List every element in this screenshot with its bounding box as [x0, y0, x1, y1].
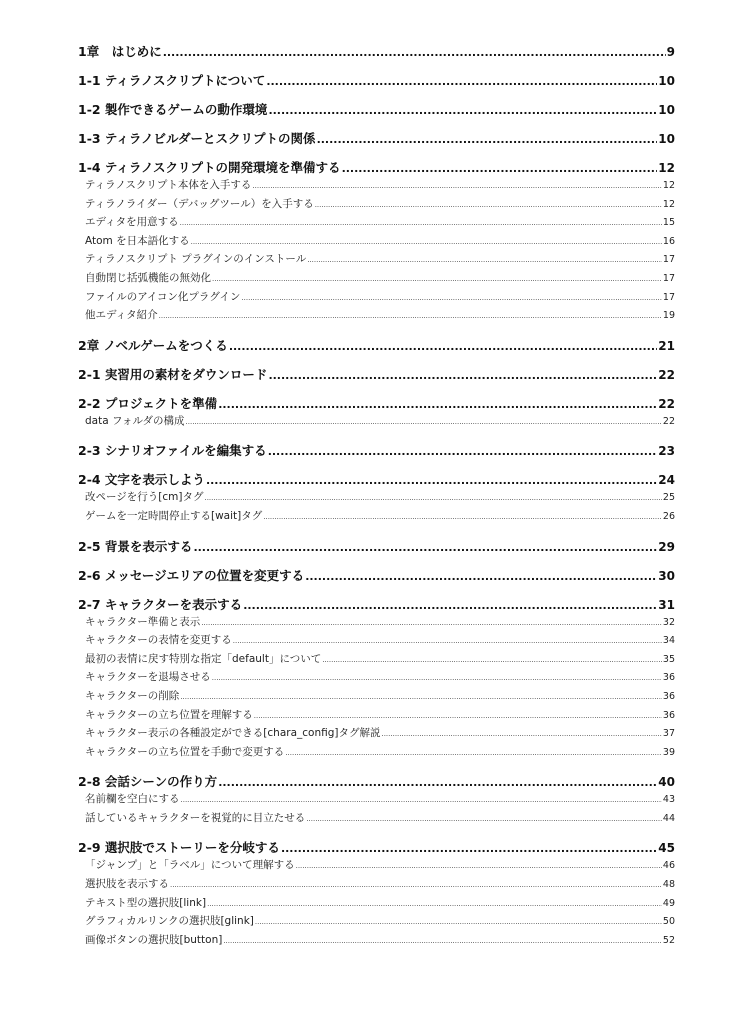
toc-heading-entry[interactable] [78, 160, 675, 176]
toc-subentry[interactable] [78, 894, 675, 913]
toc-section [78, 539, 675, 555]
toc-heading-title: 1章 はじめに [78, 44, 162, 59]
toc-subentry-title: Atom を日本語化する [85, 234, 190, 247]
toc-subentry[interactable] [78, 232, 675, 251]
dot-leader [296, 857, 662, 876]
dot-leader [268, 103, 657, 119]
toc-page-number: 17 [662, 272, 675, 284]
toc-page-number: 24 [658, 473, 675, 488]
toc-subentry[interactable] [78, 724, 675, 743]
dot-leader [233, 632, 662, 651]
toc-page-number: 22 [662, 415, 675, 427]
toc-page-number: 26 [662, 510, 675, 522]
toc-subentry-title: キャラクターの削除 [85, 689, 180, 702]
toc-subentry-title: ティラノスクリプト本体を入手する [85, 179, 252, 191]
toc-page-number: 21 [658, 338, 675, 353]
toc-page-number: 10 [658, 103, 675, 117]
dot-leader [212, 669, 662, 688]
toc-subentry-title: 改ページを行う[cm]タグ [85, 491, 204, 504]
toc-page-number: 34 [662, 635, 675, 647]
toc-page-number: 36 [662, 709, 675, 721]
toc-subentry[interactable] [78, 931, 675, 950]
dot-leader [263, 508, 662, 527]
dot-leader [255, 913, 662, 932]
toc-page-number: 50 [662, 916, 675, 928]
toc-subentry-title: キャラクター準備と表示 [85, 615, 201, 628]
toc-heading-entry[interactable] [78, 539, 675, 555]
toc-subentry-title: ティラノライダー（デバッグツール）を入手する [85, 197, 314, 210]
toc-heading-title: 1-4 ティラノスクリプトの開発環境を準備する [78, 160, 341, 175]
toc-subentry-title: 自動閉じ括弧機能の無効化 [85, 271, 211, 284]
toc-heading-entry[interactable] [78, 568, 675, 584]
toc-heading-title: 2-3 シナリオファイルを編集する [78, 443, 267, 459]
toc-subentry[interactable] [78, 250, 675, 269]
dot-leader [206, 473, 657, 489]
toc-subentry-title: 名前欄を空白にする [85, 793, 180, 806]
toc-subentry[interactable] [78, 790, 675, 809]
toc-subentry[interactable] [78, 706, 675, 725]
toc-subentry[interactable] [78, 875, 675, 894]
toc-page-number: 30 [658, 568, 675, 583]
dot-leader [218, 397, 657, 413]
toc-subentry-title: ゲームを一定時間停止する[wait]タグ [85, 509, 263, 522]
toc-page-number: 45 [658, 841, 675, 856]
dot-leader [170, 876, 662, 895]
toc-subentry-title: 「ジャンプ」と「ラベル」について理解する [85, 859, 295, 872]
toc-heading-title: 1-1 ティラノスクリプトについて [78, 73, 266, 88]
toc-page-number: 10 [658, 132, 675, 146]
dot-leader [180, 214, 662, 233]
toc-subentry-title: キャラクターの立ち位置を理解する [85, 708, 253, 721]
dot-leader [306, 810, 662, 829]
toc-subentry-title: テキスト型の選択肢[link] [85, 896, 207, 909]
toc-subentry-title: エディタを用意する [85, 216, 179, 229]
toc-subentry[interactable] [78, 856, 675, 875]
toc-subentry[interactable] [78, 412, 675, 431]
toc-subentry[interactable] [78, 306, 675, 325]
toc-section [78, 102, 675, 118]
toc-page-number: 22 [658, 396, 675, 411]
dot-leader [315, 196, 662, 215]
toc-subentry[interactable] [78, 488, 675, 507]
toc-page-number: 44 [662, 812, 675, 824]
toc-subentry[interactable] [78, 668, 675, 687]
toc-heading-title: 2-9 選択肢でストーリーを分岐する [78, 840, 280, 856]
toc-subentry[interactable] [78, 195, 675, 214]
toc-subentry[interactable] [78, 687, 675, 706]
toc-subentry-title: キャラクターを退場させる [85, 671, 211, 684]
toc-heading-entry[interactable] [78, 73, 675, 89]
toc-page-number: 12 [658, 161, 675, 175]
dot-leader [163, 45, 666, 61]
toc-heading-entry[interactable] [78, 131, 675, 147]
dot-leader [268, 444, 658, 460]
dot-leader [241, 289, 662, 308]
table-of-contents [78, 44, 675, 949]
toc-subentry[interactable] [78, 912, 675, 931]
dot-leader [181, 791, 662, 810]
toc-subentry-title: キャラクター表示の各種設定ができる[chara_config]タグ解説 [85, 727, 381, 740]
toc-subentry[interactable] [78, 176, 675, 195]
toc-subentry-title: 他エディタ紹介 [85, 309, 158, 322]
toc-heading-title: 2-2 プロジェクトを準備 [78, 395, 218, 411]
dot-leader [204, 489, 661, 508]
dot-leader [252, 177, 661, 196]
toc-section [78, 44, 675, 60]
toc-page-number: 15 [662, 217, 675, 229]
toc-heading-entry[interactable] [78, 472, 675, 488]
toc-section [78, 597, 675, 762]
toc-page-number: 31 [658, 597, 675, 612]
toc-heading-title: 2-6 メッセージエリアの位置を変更する [78, 567, 305, 583]
toc-page-number: 52 [662, 934, 675, 946]
toc-section [78, 443, 675, 459]
dot-leader [193, 540, 657, 556]
toc-page-number: 12 [662, 198, 675, 210]
toc-page-number: 43 [662, 794, 675, 806]
toc-subentry-title: 話しているキャラクターを視覚的に目立たせる [85, 811, 306, 824]
toc-subentry[interactable] [78, 288, 675, 307]
dot-leader [212, 270, 662, 289]
toc-heading-title: 1-3 ティラノビルダーとスクリプトの関係 [78, 131, 316, 146]
toc-subentry[interactable] [78, 613, 675, 632]
toc-section [78, 568, 675, 584]
dot-leader [229, 339, 657, 355]
toc-subentry[interactable] [78, 631, 675, 650]
toc-heading-title: 2-8 会話シーンの作り方 [78, 774, 218, 790]
toc-heading-entry[interactable] [78, 102, 675, 118]
toc-page-number: 32 [662, 616, 675, 628]
toc-heading-title: 2-7 キャラクターを表示する [78, 596, 243, 612]
dot-leader [207, 895, 662, 914]
toc-subentry[interactable] [78, 269, 675, 288]
toc-heading-title: 2-4 文字を表示しよう [78, 472, 205, 488]
toc-page-number: 16 [662, 235, 675, 247]
toc-heading-entry[interactable] [78, 840, 675, 856]
toc-subentry[interactable] [78, 213, 675, 232]
toc-heading-entry[interactable] [78, 367, 675, 383]
dot-leader [268, 368, 657, 384]
toc-section [78, 396, 675, 431]
toc-page-number: 9 [666, 45, 675, 59]
toc-page-number: 39 [662, 746, 675, 758]
toc-subentry-title: キャラクターの表情を変更する [85, 634, 232, 647]
toc-page-number: 35 [662, 653, 675, 665]
toc-page-number: 17 [662, 254, 675, 266]
toc-heading-title: 2-1 実習用の素材をダウンロード [78, 366, 268, 382]
toc-page-number: 29 [658, 539, 675, 554]
toc-page-number: 49 [662, 897, 675, 909]
toc-page-number: 46 [662, 860, 675, 872]
toc-subentry[interactable] [78, 809, 675, 828]
dot-leader [317, 132, 658, 148]
toc-subentry[interactable] [78, 507, 675, 526]
dot-leader [243, 598, 657, 614]
dot-leader [307, 251, 662, 270]
toc-heading-title: 1-2 製作できるゲームの動作環境 [78, 102, 268, 117]
toc-subentry-title: グラフィカルリンクの選択肢[glink] [85, 915, 254, 928]
toc-section [78, 73, 675, 89]
toc-page-number: 25 [662, 492, 675, 504]
dot-leader [218, 775, 657, 791]
toc-heading-entry[interactable] [78, 443, 675, 459]
toc-page-number: 10 [658, 74, 675, 88]
toc-subentry-title: 最初の表情に戻す特別な指定「default」について [85, 652, 322, 665]
toc-page-number: 36 [662, 672, 675, 684]
toc-page-number: 48 [662, 879, 675, 891]
dot-leader [305, 569, 657, 585]
dot-leader [322, 651, 662, 670]
toc-page-number: 37 [662, 728, 675, 740]
toc-section [78, 840, 675, 949]
toc-subentry-title: ティラノスクリプト プラグインのインストール [85, 253, 307, 266]
dot-leader [223, 932, 662, 951]
toc-subentry-title: キャラクターの立ち位置を手動で変更する [85, 745, 285, 758]
dot-leader [159, 307, 662, 326]
toc-subentry-title: ファイルのアイコン化プラグイン [85, 290, 241, 303]
toc-page-number: 17 [662, 291, 675, 303]
toc-section [78, 131, 675, 147]
dot-leader [191, 233, 662, 252]
dot-leader [281, 841, 657, 857]
toc-page-number: 23 [658, 444, 675, 459]
toc-section [78, 160, 675, 325]
toc-subentry-title: data フォルダの構成 [85, 414, 185, 427]
toc-heading-title: 2章 ノベルゲームをつくる [78, 337, 228, 353]
toc-section [78, 338, 675, 354]
toc-subentry-title: 選択肢を表示する [85, 878, 169, 891]
toc-heading-entry[interactable] [78, 597, 675, 613]
toc-subentry-title: 画像ボタンの選択肢[button] [85, 933, 223, 946]
dot-leader [201, 614, 662, 633]
dot-leader [254, 707, 662, 726]
toc-subentry[interactable] [78, 743, 675, 762]
toc-section [78, 367, 675, 383]
dot-leader [285, 744, 662, 763]
toc-heading-entry[interactable] [78, 44, 675, 60]
dot-leader [180, 688, 662, 707]
toc-page-number: 22 [658, 367, 675, 382]
toc-page-number: 19 [662, 310, 675, 322]
dot-leader [266, 74, 657, 90]
dot-leader [342, 161, 658, 177]
toc-page-number: 36 [662, 690, 675, 702]
toc-subentry[interactable] [78, 650, 675, 669]
toc-page-number: 12 [662, 180, 675, 191]
toc-heading-entry[interactable] [78, 774, 675, 790]
toc-section [78, 472, 675, 525]
toc-heading-title: 2-5 背景を表示する [78, 538, 193, 554]
toc-section [78, 774, 675, 827]
dot-leader [186, 413, 662, 432]
toc-page-number: 40 [658, 775, 675, 790]
dot-leader [381, 725, 661, 744]
toc-heading-entry[interactable] [78, 396, 675, 412]
toc-heading-entry[interactable] [78, 338, 675, 354]
